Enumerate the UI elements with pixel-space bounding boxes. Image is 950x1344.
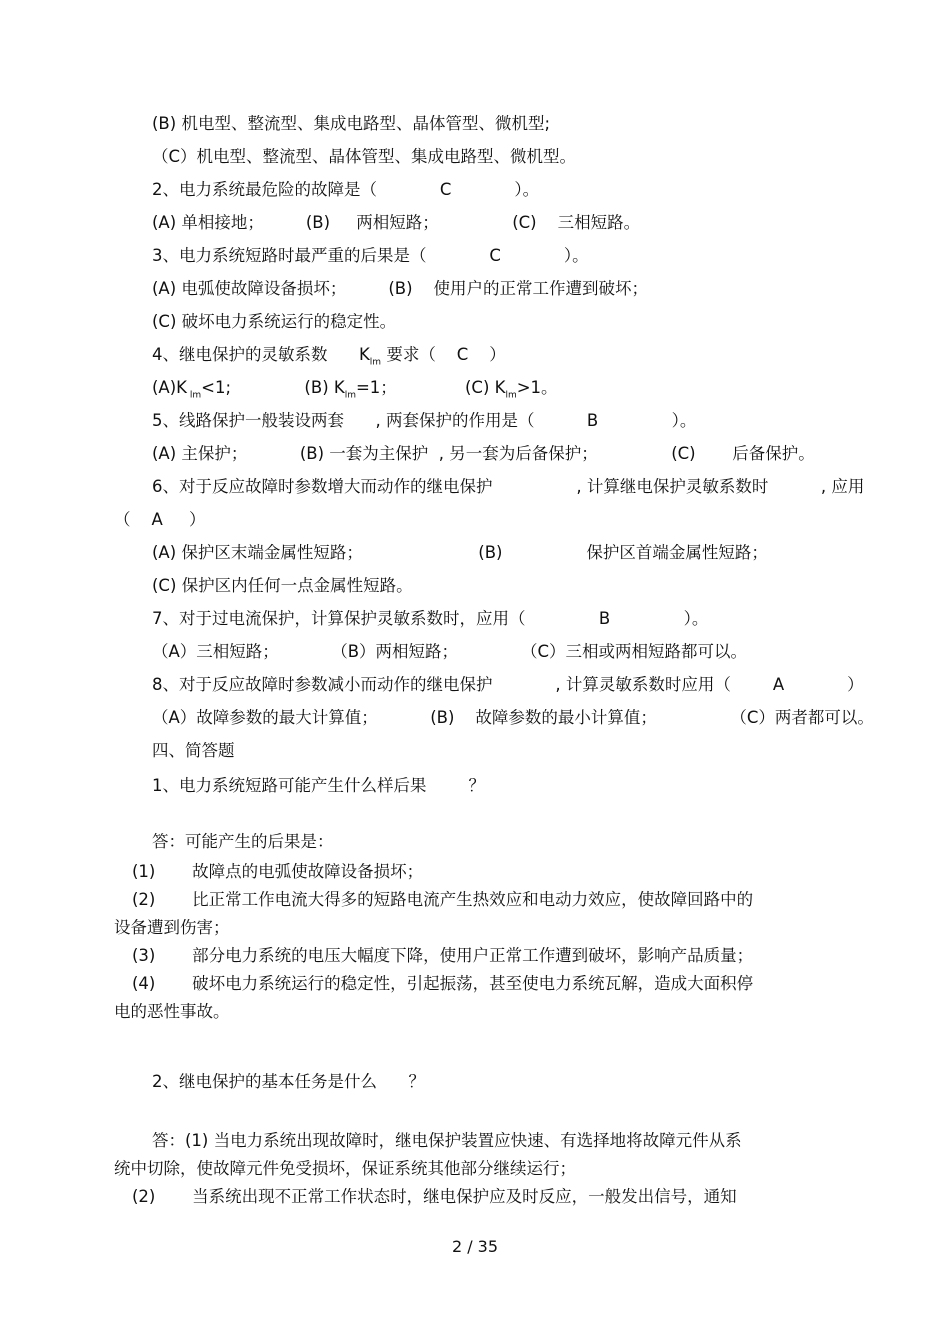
option-line: (A) 电弧使故障设备损坏； (B) 使用户的正常工作遭到破坏； — [152, 279, 649, 298]
page-number: 2 / 35 — [451, 1237, 499, 1256]
question-text: 要求（ C ） — [381, 345, 506, 364]
answer-line: (4) 破坏电力系统运行的稳定性，引起振荡，甚至使电力系统瓦解，造成大面积停 — [132, 974, 754, 993]
question-line — [152, 345, 506, 372]
question-line: 6、对于反应故障时参数增大而动作的继电保护 , 计算继电保护灵敏系数时 , 应用 — [152, 477, 865, 496]
option-text: (A)K — [152, 378, 187, 397]
option-line: (C) 保护区内任何一点金属性短路。 — [152, 576, 413, 595]
option-text: <1; (B) K — [201, 378, 345, 397]
answer-line: (3) 部分电力系统的电压大幅度下降，使用户正常工作遭到破坏，影响产品质量； — [132, 946, 754, 965]
question-line: 2、电力系统最危险的故障是（ C ）。 — [152, 180, 540, 199]
question-text: 4、继电保护的灵敏系数 K — [152, 345, 370, 364]
option-line: (A) 主保护； (B) 一套为主保护 , 另一套为后备保护； (C) 后备保护。 — [152, 444, 815, 463]
answer-line: 统中切除，使故障元件免受损坏，保证系统其他部分继续运行； — [114, 1159, 576, 1178]
option-text: >1。 — [516, 378, 558, 397]
option-line: （A）三相短路； （B）两相短路； （C）三相或两相短路都可以。 — [152, 642, 748, 661]
subscript: lm — [344, 390, 356, 401]
option-line: （C）机电型、整流型、晶体管型、集成电路型、微机型。 — [152, 147, 577, 166]
answer-line: 答：可能产生的后果是： — [152, 832, 334, 851]
question-line: 5、线路保护一般装设两套 , 两套保护的作用是（ B ）。 — [152, 411, 697, 430]
answer-line: (2) 比正常工作电流大得多的短路电流产生热效应和电动力效应，使故障回路中的 — [132, 890, 754, 909]
question-line: 1、电力系统短路可能产生什么样后果 ？ — [152, 776, 485, 795]
answer-line: (1) 故障点的电弧使故障设备损坏； — [132, 862, 424, 881]
question-line: 8、对于反应故障时参数减小而动作的继电保护 , 计算灵敏系数时应用（ A ） — [152, 675, 864, 694]
option-line: (A) 保护区末端金属性短路； (B) 保护区首端金属性短路； — [152, 543, 768, 562]
answer-line: 电的恶性事故。 — [114, 1002, 230, 1021]
option-line — [152, 378, 558, 405]
option-line: (A) 单相接地； (B) 两相短路； (C) 三相短路。 — [152, 213, 641, 232]
option-text: =1； (C) K — [355, 378, 506, 397]
answer-line: 答：(1) 当电力系统出现故障时，继电保护装置应快速、有选择地将故障元件从系 — [152, 1131, 742, 1150]
option-line: (B) 机电型、整流型、集成电路型、晶体管型、微机型; — [152, 114, 550, 133]
subscript: lm — [505, 390, 517, 401]
option-line: (C) 破坏电力系统运行的稳定性。 — [152, 312, 397, 331]
question-line: 7、对于过电流保护，计算保护灵敏系数时，应用（ B ）。 — [152, 609, 709, 628]
answer-line: 设备遭到伤害； — [114, 918, 230, 937]
question-line: 3、电力系统短路时最严重的后果是（ C ）。 — [152, 246, 589, 265]
question-line: （ A ） — [114, 510, 206, 529]
subscript: lm — [369, 357, 382, 368]
option-line: （A）故障参数的最大计算值； (B) 故障参数的最小计算值； （C）两者都可以。 — [152, 708, 874, 727]
subscript: lm — [186, 390, 202, 401]
question-line: 2、继电保护的基本任务是什么 ？ — [152, 1072, 425, 1091]
answer-line: (2) 当系统出现不正常工作状态时，继电保护应及时反应，一般发出信号，通知 — [132, 1187, 737, 1206]
section-heading: 四、简答题 — [152, 741, 235, 760]
